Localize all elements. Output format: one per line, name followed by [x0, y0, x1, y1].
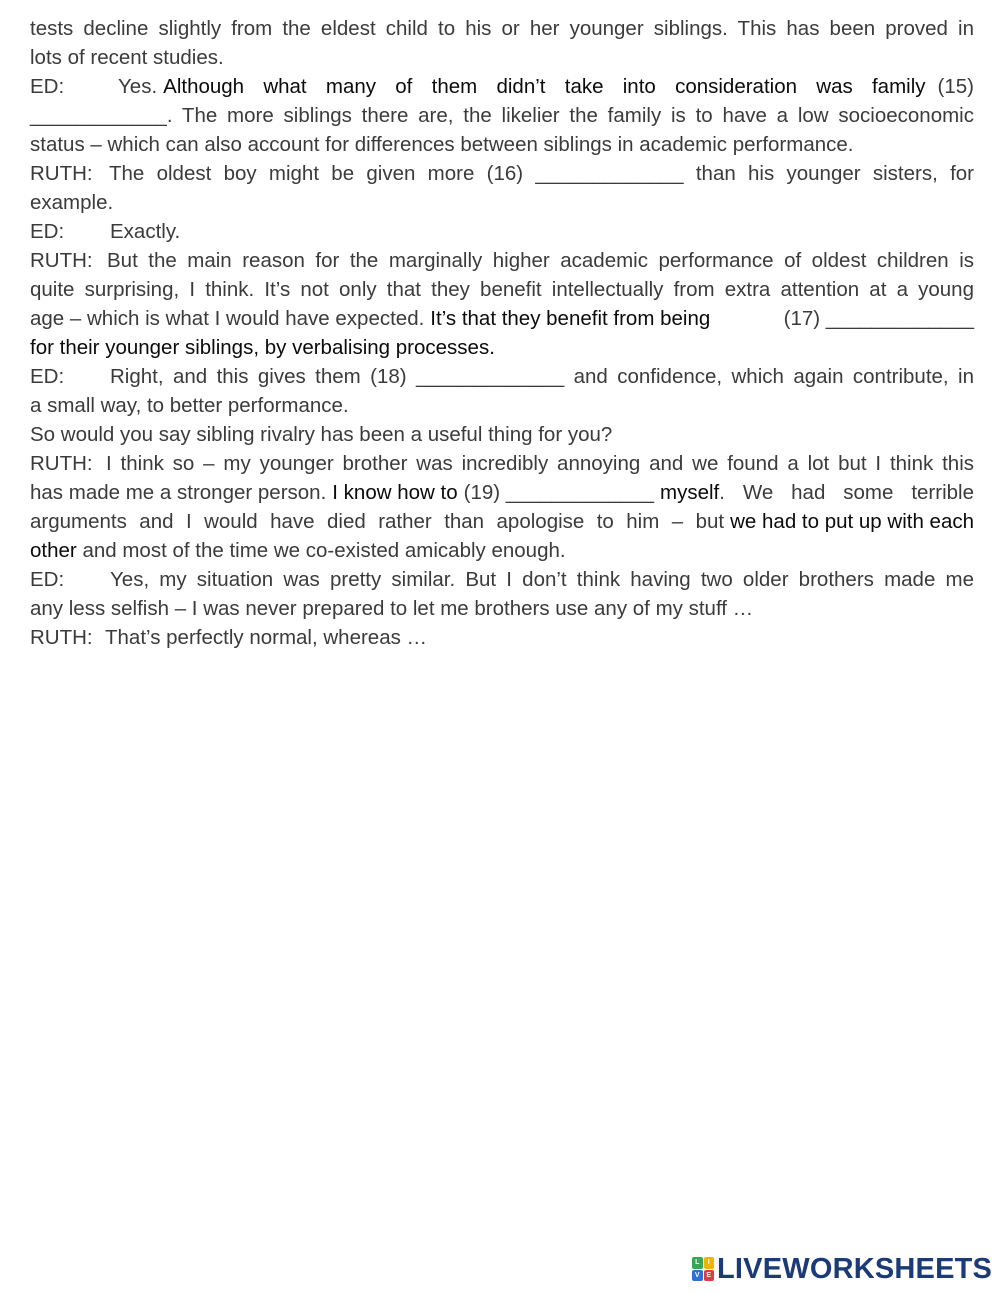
transcript-line: RUTH: That’s perfectly normal, whereas … [30, 623, 974, 652]
transcript-line: ____________ . The more siblings there are, the likelier the family is to have a low socioeconomic [30, 101, 974, 130]
question-17-blank[interactable]: (17) _____________ [783, 307, 974, 330]
speaker-label: RUTH: [30, 249, 93, 272]
speaker-label: ED: [30, 568, 65, 591]
transcript-line [30, 159, 974, 188]
transcript [30, 14, 974, 652]
transcript-line: tests decline slightly from the eldest child to his or her younger siblings. This has been proved in [30, 17, 974, 40]
speaker-label: ED: [30, 365, 65, 388]
transcript-line: age – which is what I would have expected. It’s that they benefit from being (17) _____________ [30, 304, 974, 333]
transcript-line: ED: Exactly. [30, 217, 974, 246]
question-16-line: The oldest boy might be given more (16) _____________ than his younger sisters, for [109, 162, 974, 185]
transcript-line: lots of recent studies. [30, 46, 224, 69]
transcript-line: quite surprising, I think. It’s not only that they benefit intellectually from extra attention at a young [30, 278, 974, 301]
transcript-line: status – which can also account for differences between siblings in academic performance. [30, 133, 854, 156]
speaker-label: ED: [30, 75, 65, 98]
transcript-line: any less selfish – I was never prepared to let me brothers use any of my stuff … [30, 597, 754, 620]
logo-tile: I [704, 1257, 715, 1269]
transcript-line: arguments and I would have died rather than apologise to him – but we had to put up with each [30, 510, 974, 533]
transcript-line: other and most of the time we co-existed amicably enough. [30, 539, 566, 562]
transcript-line: So would you say sibling rivalry has been a useful thing for you? [30, 423, 613, 446]
liveworksheets-logo [692, 1253, 992, 1285]
transcript-line: has made me a stronger person. I know how to (19) _____________ myself . We had some terrible [30, 478, 974, 507]
logo-tile: E [704, 1270, 715, 1282]
transcript-line: RUTH: I think so – my younger brother was incredibly annoying and we found a lot but I think this [30, 449, 974, 478]
logo-tile: L [692, 1257, 703, 1269]
transcript-line: for their younger siblings, by verbalising processes. [30, 336, 495, 359]
question-18-line: Right, and this gives them (18) _____________ and confidence, which again contribute, in [110, 365, 974, 388]
answer-blank-15[interactable]: ____________ [30, 104, 167, 127]
transcript-line: a small way, to better performance. [30, 394, 349, 417]
speaker-label: RUTH: [30, 452, 93, 475]
question-19-blank[interactable]: (19) _____________ [463, 481, 654, 504]
transcript-line [30, 362, 974, 391]
logo-wordmark: LIVEWORKSHEETS [717, 1252, 993, 1285]
logo-tile: V [692, 1270, 703, 1282]
speaker-label: RUTH: [30, 162, 93, 185]
transcript-line: ED: Yes, my situation was pretty similar. But I don’t think having two older brothers made me [30, 565, 974, 594]
transcript-line: ED: Yes. Although what many of them didn’t take into consideration was family (15) [30, 72, 974, 101]
transcript-line: RUTH: But the main reason for the marginally higher academic performance of oldest children is [30, 246, 974, 275]
transcript-line: example. [30, 191, 114, 214]
speaker-label: RUTH: [30, 626, 93, 649]
speaker-label: ED: [30, 220, 65, 243]
liveworksheets-logo-icon [692, 1257, 714, 1281]
